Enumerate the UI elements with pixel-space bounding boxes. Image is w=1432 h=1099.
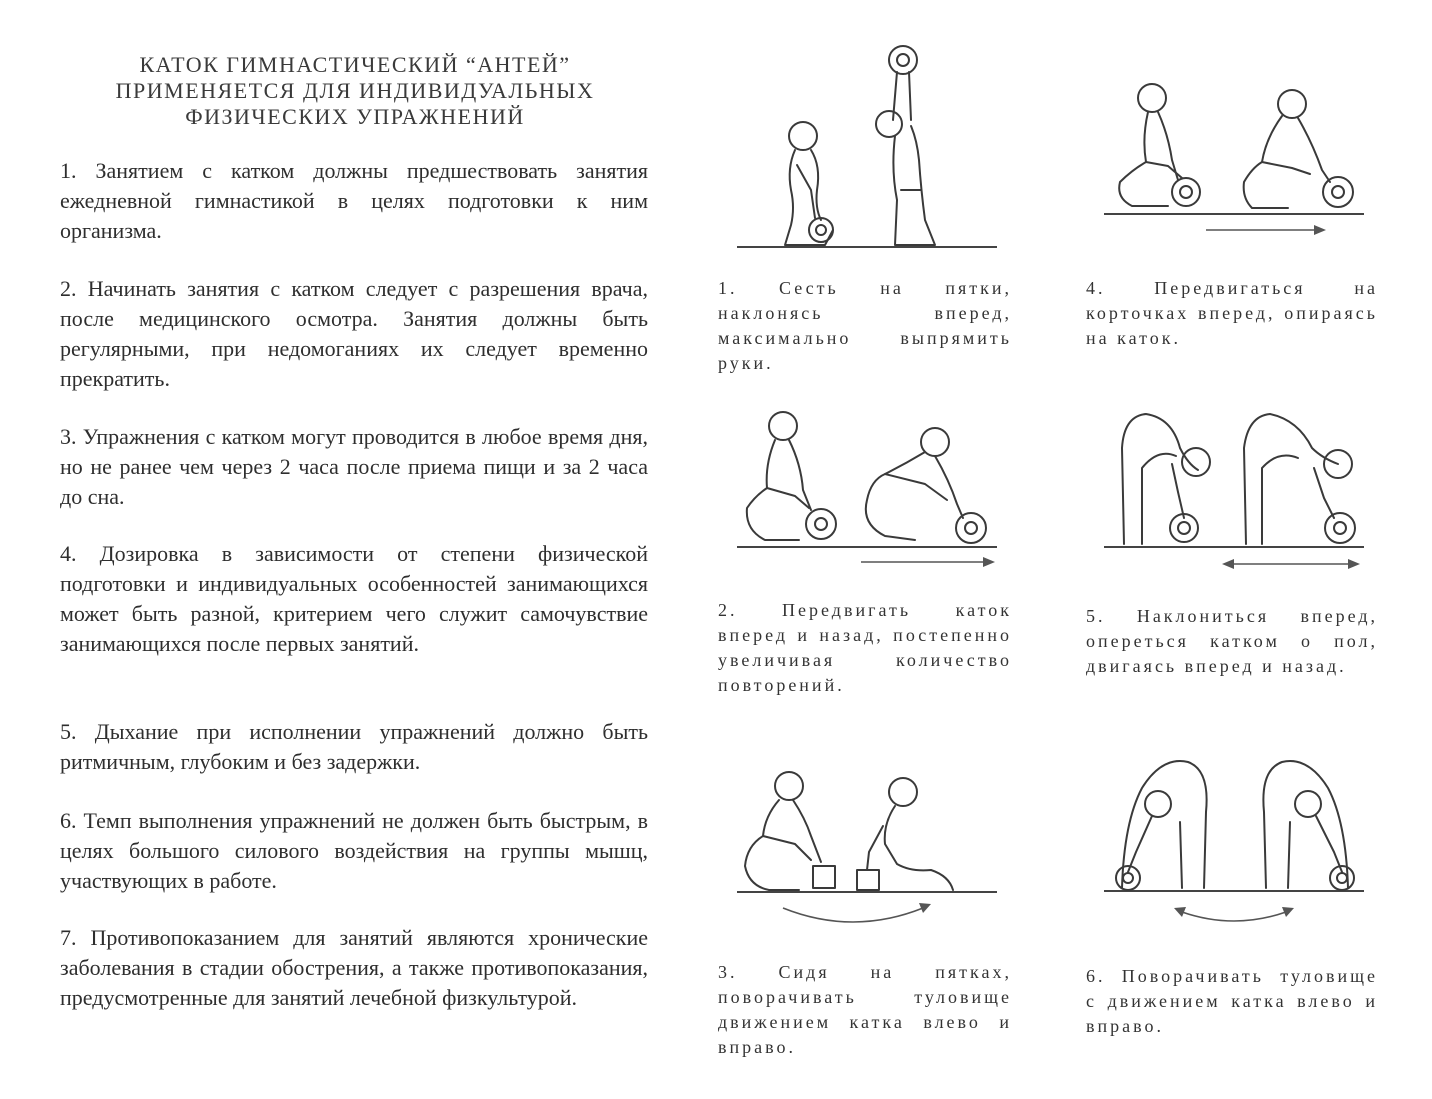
rule-item: 5. Дыхание при исполнении упражнений должно быть ритмичным, глубоким и без задержки.: [60, 719, 648, 774]
rule-item: 2. Начинать занятия с катком следует с разрешения врача, после медицинского осмотра. Занятия должны быть регулярными, при недомоганиях их следует временно прекратить.: [60, 276, 648, 391]
rule-item: 6. Темп выполнения упражнений не должен быть быстрым, в целях большого силового воздействия на группы мышц, участвующих в работе.: [60, 808, 648, 893]
exercise-3-caption: 3. Сидя на пятках, поворачивать туловище движением катка влево и вправо.: [718, 962, 1012, 1057]
title-line-3: ФИЗИЧЕСКИХ УПРАЖНЕНИЙ: [185, 104, 525, 129]
exercise-4-caption: 4. Передвигаться на корточках вперед, опираясь на каток.: [1086, 278, 1378, 348]
exercise-1-caption: 1. Сесть на пятки, наклонясь вперед, максимально выпрямить руки.: [718, 278, 1012, 373]
rule-item: 7. Противопоказанием для занятий являются хронические заболевания в стадии обострения, а также противопоказания, предусмотренные для занятий лечебной физкультурой.: [60, 925, 648, 1010]
rule-item: 4. Дозировка в зависимости от степени физической подготовки и индивидуальных особенностей занимающихся может быть разной, критерием чего служит самочувствие занимающихся после первых занятий.: [60, 541, 648, 656]
exercise-5-illustration: [1102, 408, 1367, 578]
rule-item: 3. Упражнения с катком могут проводится в любое время дня, но не ранее чем через 2 часа после приема пищи и за 2 часа до сна.: [60, 424, 648, 509]
exercise-1-illustration: [735, 40, 1000, 255]
exercise-4-illustration: [1102, 78, 1367, 238]
rule-item: 1. Занятием с катком должны предшествовать занятия ежедневной гимнастикой в целях подготовки к ним организма.: [60, 158, 648, 243]
exercise-2-caption: 2. Передвигать каток вперед и назад, постепенно увеличивая количество повторений.: [718, 600, 1012, 695]
exercise-5-caption: 5. Наклониться вперед, опереться катком о пол, двигаясь вперед и назад.: [1086, 606, 1378, 676]
exercise-2-illustration: [735, 404, 1000, 574]
exercise-3-illustration: [735, 766, 1000, 926]
exercise-6-illustration: [1102, 752, 1367, 932]
title-line-1: КАТОК ГИМНАСТИЧЕСКИЙ “АНТЕЙ”: [139, 52, 571, 77]
page-title: [60, 52, 650, 130]
exercise-6-caption: 6. Поворачивать туловище с движением катка влево и вправо.: [1086, 966, 1378, 1036]
title-line-2: ПРИМЕНЯЕТСЯ ДЛЯ ИНДИВИДУАЛЬНЫХ: [115, 78, 595, 103]
